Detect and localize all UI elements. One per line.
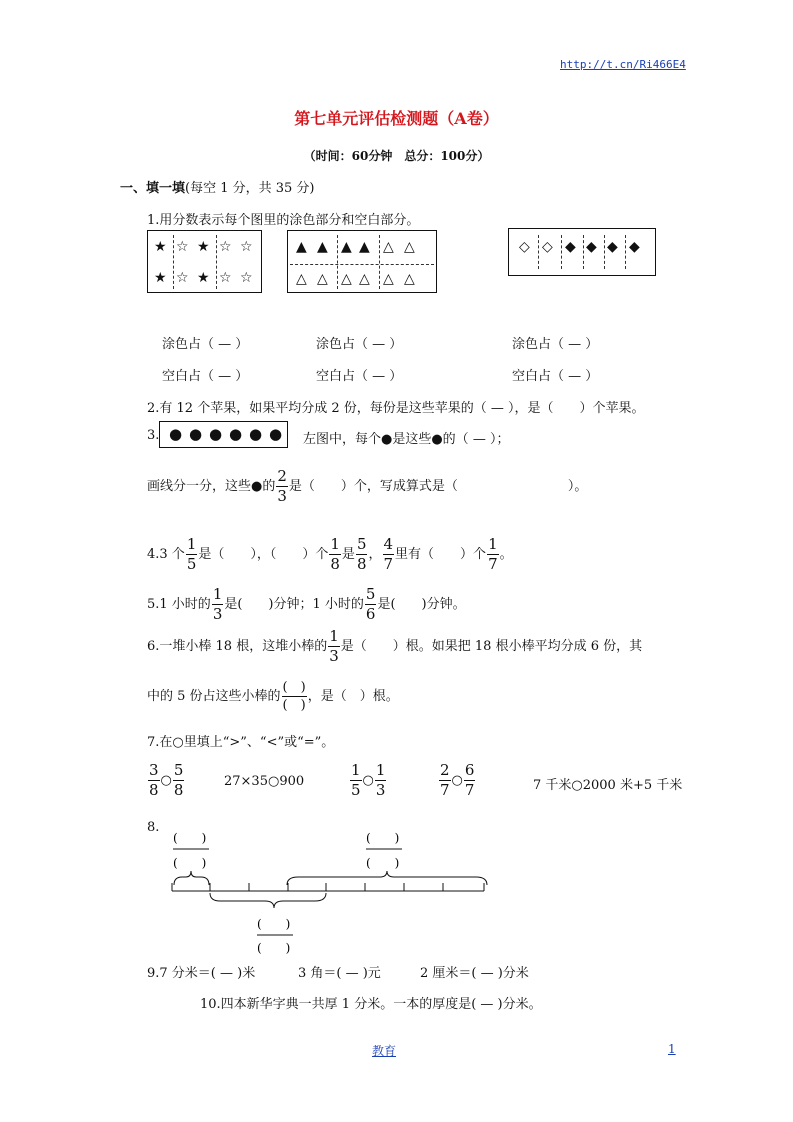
star-outline-icon: ☆ [240, 239, 253, 255]
fraction-blank [282, 681, 307, 712]
triangle-outline-icon: △ [404, 271, 415, 287]
denominator: 6 [365, 605, 376, 623]
triangle-filled-icon: ▲ [296, 239, 307, 255]
section-title: 一、填一填 [120, 181, 186, 196]
question-3-line-b [147, 466, 587, 508]
dot-icon: ● [249, 425, 263, 443]
numerator: 1 [351, 761, 361, 779]
numerator: 6 [464, 761, 475, 779]
figure-dots [159, 421, 288, 448]
compare-4 [438, 760, 476, 802]
fraction [212, 587, 224, 622]
footer-link[interactable]: 教育 [372, 1044, 397, 1058]
question-10-text: 10.四本新华字典一共厚 1 分米。一本的厚度是( — )分米。 [200, 997, 542, 1012]
denominator: 7 [383, 555, 394, 573]
numerator: 2 [440, 761, 450, 779]
divider-line [583, 235, 584, 269]
fraction-bar [282, 696, 307, 697]
diamond-outline-icon: ◇ [542, 239, 553, 255]
fraction [356, 537, 368, 572]
section-note: (每空 1 分，共 35 分) [185, 181, 315, 196]
figure-stars [147, 230, 262, 293]
star-outline-icon: ☆ [219, 239, 232, 255]
brace-bottom [210, 893, 326, 908]
triangle-outline-icon: △ [296, 271, 307, 287]
q6-part-4: ，是（ ）根。 [307, 689, 399, 704]
denominator: 8 [173, 781, 184, 799]
brace-top-large [287, 871, 487, 885]
denominator: ( ) [282, 698, 306, 713]
numerator: 3 [149, 761, 159, 779]
blank-numerator: ( ) [173, 831, 207, 845]
fraction [148, 763, 160, 798]
question-7-text: 7.在○里填上“>”、“<”或“=”。 [147, 735, 335, 750]
q6-part-2: 是（ ）根。如果把 18 根小棒平均分成 6 份，其 [340, 639, 643, 654]
compare-circle[interactable]: ○ [451, 773, 463, 788]
dot-icon: ● [209, 425, 223, 443]
page-number[interactable]: 1 [668, 1042, 676, 1056]
q6-part-3: 中的 5 份占这些小棒的 [147, 689, 281, 704]
denominator: 7 [464, 781, 475, 799]
number-line-diagram [160, 825, 500, 960]
denominator: 3 [375, 781, 386, 799]
triangle-outline-icon: △ [359, 271, 370, 287]
divider-line [337, 235, 338, 289]
triangle-outline-icon: △ [404, 239, 415, 255]
q5-part-3: 是( )分钟。 [377, 597, 466, 612]
compare-3 [349, 760, 387, 802]
q6-part-1: 6.一堆小棒 18 根，这堆小棒的 [147, 639, 328, 654]
blank-denominator: ( ) [366, 856, 400, 870]
fraction [487, 537, 499, 572]
question-9-c: 2 厘米＝( — )分米 [420, 966, 529, 981]
q4-part-1: 4.3 个 [147, 547, 185, 562]
figure-triangles [287, 230, 437, 293]
section-heading [120, 177, 315, 196]
answer-shaded-3: 涂色占（ — ） [512, 337, 599, 352]
blank-numerator: ( ) [366, 831, 400, 845]
brace-top-small [174, 871, 209, 885]
divider-line [561, 235, 562, 269]
question-4-line [147, 534, 513, 576]
diamond-outline-icon: ◇ [519, 239, 530, 255]
fraction [328, 629, 340, 664]
answer-blank-3: 空白占（ — ） [512, 369, 599, 384]
fraction [375, 763, 387, 798]
denominator: 3 [212, 605, 223, 623]
page-subtitle: （时间：60分钟 总分：100分） [303, 149, 490, 163]
divider-line [216, 235, 217, 289]
numerator: 5 [173, 761, 184, 779]
triangle-outline-icon: △ [383, 239, 394, 255]
question-3-text-b3: ）。 [567, 479, 588, 494]
fraction [329, 537, 341, 572]
diamond-filled-icon: ◆ [629, 239, 640, 255]
q5-part-2: 是( )分钟；1 小时的 [224, 597, 364, 612]
divider-line [173, 235, 174, 289]
compare-5: 7 千米○2000 米+5 千米 [533, 778, 683, 793]
numerator: 5 [356, 535, 367, 553]
question-5-line [147, 584, 466, 626]
star-outline-icon: ☆ [240, 270, 253, 286]
denominator: 5 [186, 555, 197, 573]
compare-2: 27×35○900 [224, 774, 305, 789]
question-3-text-a: 左图中，每个●是这些●的（ — ）； [303, 432, 510, 447]
fraction [276, 469, 288, 504]
question-2-text: 2.有 12 个苹果，如果平均分成 2 份，每份是这些苹果的（ — ），是（ ）个苹果。 [147, 401, 645, 416]
triangle-filled-icon: ▲ [359, 239, 370, 255]
question-3-number: 3. [147, 428, 160, 443]
question-9-a: 9.7 分米＝( — )米 [147, 966, 256, 981]
question-1-text: 1.用分数表示每个图里的涂色部分和空白部分。 [147, 213, 420, 228]
dot-icon: ● [169, 425, 183, 443]
question-9-b: 3 角＝( — )元 [298, 966, 381, 981]
numerator: ( ) [282, 680, 306, 695]
numerator: 5 [365, 585, 376, 603]
numerator: 1 [488, 535, 498, 553]
denominator: 8 [356, 555, 367, 573]
divider-line [625, 235, 626, 269]
numerator: 4 [383, 535, 394, 553]
question-6-line-1 [147, 626, 642, 668]
denominator: 8 [330, 555, 340, 573]
triangle-outline-icon: △ [341, 271, 352, 287]
fraction [173, 763, 185, 798]
blank-denominator: ( ) [173, 856, 207, 870]
figure-diamonds [508, 228, 656, 276]
question-3-text-b1: 画线分一分，这些●的 [147, 479, 276, 494]
q4-part-4: ， [368, 547, 382, 562]
star-filled-icon: ★ [197, 270, 210, 286]
diamond-filled-icon: ◆ [607, 239, 618, 255]
dot-icon: ● [229, 425, 243, 443]
dot-icon: ● [189, 425, 203, 443]
star-filled-icon: ★ [154, 239, 167, 255]
answer-blank-1: 空白占（ — ） [162, 369, 249, 384]
denominator: 3 [277, 487, 287, 505]
denominator: 5 [351, 781, 361, 799]
triangle-outline-icon: △ [317, 271, 328, 287]
answer-shaded-1: 涂色占（ — ） [162, 337, 249, 352]
q4-part-3: 是 [341, 547, 355, 562]
question-6-line-2 [147, 676, 399, 718]
answer-shaded-2: 涂色占（ — ） [316, 337, 403, 352]
question-8-number: 8. [147, 820, 160, 835]
denominator: 7 [488, 555, 498, 573]
answer-blank-2: 空白占（ — ） [316, 369, 403, 384]
header-url-link[interactable]: http://t.cn/Ri466E4 [560, 58, 686, 71]
compare-circle[interactable]: ○ [362, 773, 374, 788]
fraction [186, 537, 198, 572]
star-filled-icon: ★ [154, 270, 167, 286]
star-filled-icon: ★ [197, 239, 210, 255]
fraction [365, 587, 377, 622]
divider-line [379, 235, 380, 289]
blank-numerator: ( ) [257, 917, 291, 931]
compare-circle[interactable]: ○ [160, 773, 172, 788]
triangle-filled-icon: ▲ [317, 239, 328, 255]
numerator: 1 [212, 585, 223, 603]
triangle-outline-icon: △ [383, 271, 394, 287]
star-outline-icon: ☆ [219, 270, 232, 286]
denominator: 8 [149, 781, 159, 799]
fraction [383, 537, 395, 572]
diamond-filled-icon: ◆ [565, 239, 576, 255]
star-outline-icon: ☆ [176, 270, 189, 286]
numerator: 1 [330, 535, 340, 553]
q5-part-1: 5.1 小时的 [147, 597, 211, 612]
dot-icon: ● [269, 425, 283, 443]
numerator: 1 [375, 761, 386, 779]
question-3-text-b2: 是（ ）个，写成算式是（ [288, 479, 458, 494]
numerator: 2 [277, 467, 287, 485]
fraction [439, 763, 451, 798]
divider-line [290, 264, 434, 265]
diamond-filled-icon: ◆ [586, 239, 597, 255]
divider-line [538, 235, 539, 269]
q4-part-6: 。 [499, 547, 513, 562]
numerator: 1 [186, 535, 197, 553]
page-title: 第七单元评估检测题（A卷） [294, 109, 499, 128]
triangle-filled-icon: ▲ [341, 239, 352, 255]
fraction [350, 763, 362, 798]
denominator: 7 [440, 781, 450, 799]
star-outline-icon: ☆ [176, 239, 189, 255]
q4-part-5: 里有（ ）个 [395, 547, 487, 562]
blank-denominator: ( ) [257, 941, 291, 955]
fraction [464, 763, 476, 798]
numerator: 1 [329, 627, 339, 645]
q4-part-2: 是（ ），（ ）个 [198, 547, 329, 562]
divider-line [604, 235, 605, 269]
denominator: 3 [329, 647, 339, 665]
compare-1 [147, 760, 185, 802]
